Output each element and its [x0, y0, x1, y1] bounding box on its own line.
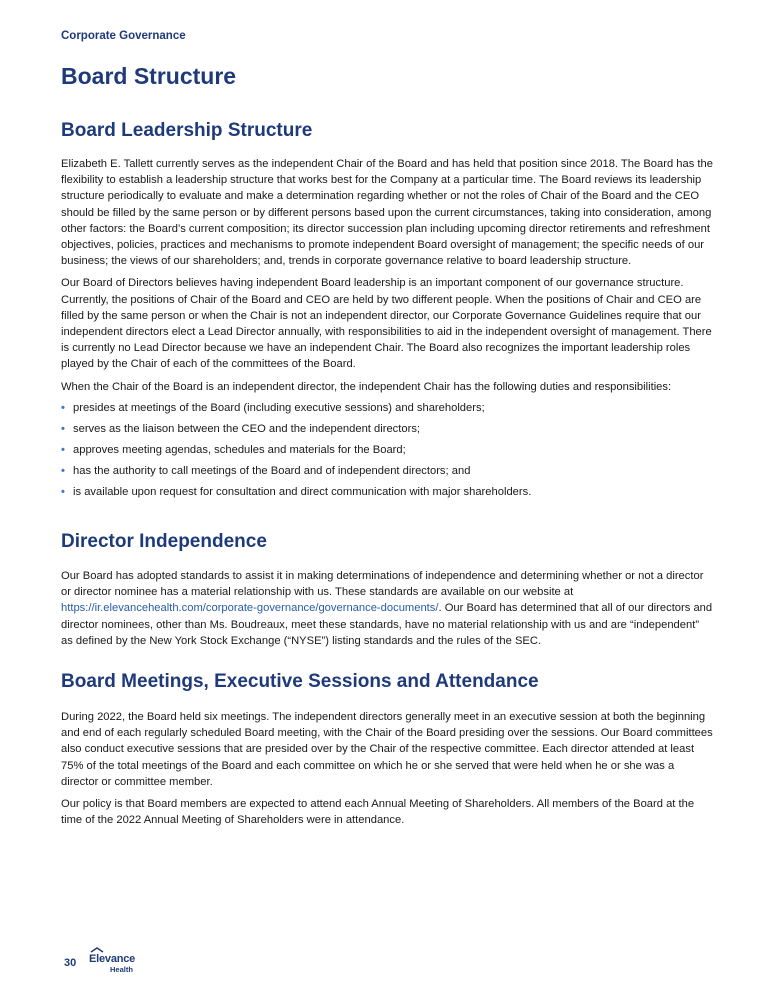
meetings-paragraph-1: During 2022, the Board held six meetings. The independent directors generally meet in an executive session at both the beginning and end of each regularly scheduled Board meeting, with the Chair of the Board presiding over the sessions. Our Board committees also conduct executive sessions that are presided over by the Chair of the respective committee. Each director attended at least 75% of the total meetings of the Board and each committee on which he or she served that were held when he or she was a director or committee member.	[61, 711, 713, 788]
bullet-icon: •	[61, 485, 65, 498]
leadership-paragraph-1: Elizabeth E. Tallett currently serves as the independent Chair of the Board and has held that position since 2018. The Board has the flexibility to establish a leadership structure that works best for the Company at a particular time. The Board reviews its leadership structure periodically to evaluate and make a determination regarding whether or not the roles of Chair of the Board and the CEO should be filled by the same person or by different persons based upon the current circumstances, taking into consideration, among other factors: the Board’s current composition; its director succession plan including upcoming director retirements and refreshment objectives, policies, practices and mechanisms to promote independent Board oversight of management; the specific needs of our business; the views of our shareholders; and, trends in corporate governance relative to board leadership structure.	[61, 158, 713, 268]
list-item: • serves as the liaison between the CEO and the independent directors;	[61, 421, 713, 437]
leadership-section	[61, 120, 713, 505]
independence-paragraph: Our Board has adopted standards to assist it in making determinations of independence and determining whether or not a director or director nominee has a material relationship with us. These standards are available on our website at https://ir.elevancehealth.com/corporate-governance/governance-documents/. Our Board has determined that all of our directors and director nominees, other than Ms. Boudreaux, meet these standards, have no material relationship with us and are “independent” as defined by the New York Stock Exchange (“NYSE”) listing standards and the rules of the SEC.	[61, 570, 713, 647]
independence-section	[61, 531, 713, 649]
page-title: Board Structure	[61, 63, 237, 89]
document-page: Corporate Governance Board Structure Board Leadership Structure Elizabeth E. Tallett currently serves as the independent Chair of the Board and has held that position since 2018. The Board has the flexibility to establish a leadership structure that works best for the Company at a particular time. The Board reviews its leadership structure periodically to evaluate and make a determination regarding whether or not the roles of Chair of the Board and the CEO should be filled by the same person or by different persons based upon the current circumstances, taking into consideration, among other factors: the Board’s current composition; its director succession plan including upcoming director retirements and refreshment objectives, policies, practices and mechanisms to promote independent Board oversight of management; the specific needs of our business; the views of our shareholders; and, trends in corporate governance relative to board leadership structure. Our Board of Directors believes having independent Board leadership is an important component of our governance structure. Currently, the positions of Chair of the Board and CEO are held by two different people. When the positions of Chair and CEO are filled by the same person or when the Chair is not an independent director, our Corporate Governance Guidelines require that our independent directors elect a Lead Director annually, with responsibilities to aid in the independent oversight of management. There is currently no Lead Director because we have an independent Chair. The Board also recognizes the important leadership roles played by the Chair of each of the committees of the Board. When the Chair of the Board is an independent director, the independent Chair has the following duties and responsibilities: • presides at meetings of the Board (including executive sessions) and shareholders; • serves as the liaison between the CEO and the independent directors; • approves meeting agendas, schedules and materials for the Board; • has the authority to call meetings of the Board and of independent directors; and • is available upon request for consultation and direct communication with major shareholders. Director Independence Our Board has adopted standards to assist it in making determinations of independence and determining whether or not a director or director nominee has a material relationship with us. These standards are available on our website at https://ir.elevancehealth.com/corporate-governance/governance-documents/. Our Board has determined that all of our directors and director nominees, other than Ms. Boudreaux, meet these standards, have no material relationship with us and are “independent” as defined by the New York Stock Exchange (“NYSE”) listing standards and the rules of the SEC. Board Meetings, Executive Sessions and Attendance During 2022, the Board held six meetings. The independent directors generally meet in an executive session at both the beginning and end of each regularly scheduled Board meeting, with the Chair of the Board presiding over the sessions. Our Board committees also conduct executive sessions that are presided over by the Chair of the respective committee. Each director attended at least 75% of the total meetings of the Board and each committee on which he or she served that were held when he or she was a director or committee member. Our policy is that Board members are expected to attend each Annual Meeting of Shareholders. All members of the Board at the time of the 2022 Annual Meeting of Shareholders were in attendance. 30 Elevance Health	[0, 0, 768, 1000]
page-number: 30	[64, 957, 77, 969]
list-item: • approves meeting agendas, schedules and materials for the Board;	[61, 442, 713, 458]
bullet-icon: •	[61, 401, 65, 414]
list-item: • is available upon request for consultation and direct communication with major shareholders.	[61, 484, 713, 500]
bullet-icon: •	[61, 422, 65, 435]
list-item: • presides at meetings of the Board (including executive sessions) and shareholders;	[61, 400, 713, 416]
governance-documents-link[interactable]: https://ir.elevancehealth.com/corporate-governance/governance-documents/	[61, 602, 439, 615]
meetings-paragraph-2: Our policy is that Board members are expected to attend each Annual Meeting of Shareholders. All members of the Board at the time of the 2022 Annual Meeting of Shareholders were in attendance.	[61, 798, 695, 827]
meetings-section	[61, 671, 713, 828]
leadership-paragraph-2: Our Board of Directors believes having independent Board leadership is an important component of our governance structure. Currently, the positions of Chair of the Board and CEO are held by two different people. When the positions of Chair and CEO are filled by the same person or when the Chair is not an independent director, our Corporate Governance Guidelines require that our independent directors elect a Lead Director annually, with responsibilities to aid in the independent oversight of management. There is currently no Lead Director because we have an independent Chair. The Board also recognizes the important leadership roles played by the Chair of each of the committees of the Board.	[61, 277, 712, 371]
bullet-icon: •	[61, 443, 65, 456]
duties-list	[61, 400, 713, 500]
bullet-icon: •	[61, 464, 65, 477]
meetings-heading: Board Meetings, Executive Sessions and Attendance	[61, 671, 539, 692]
leadership-paragraph-3: When the Chair of the Board is an independent director, the independent Chair has the following duties and responsibilities:	[61, 380, 672, 393]
list-item: • has the authority to call meetings of the Board and of independent directors; and	[61, 463, 713, 479]
independence-heading: Director Independence	[61, 531, 267, 552]
section-label: Corporate Governance	[61, 30, 186, 42]
leadership-heading: Board Leadership Structure	[61, 120, 313, 141]
